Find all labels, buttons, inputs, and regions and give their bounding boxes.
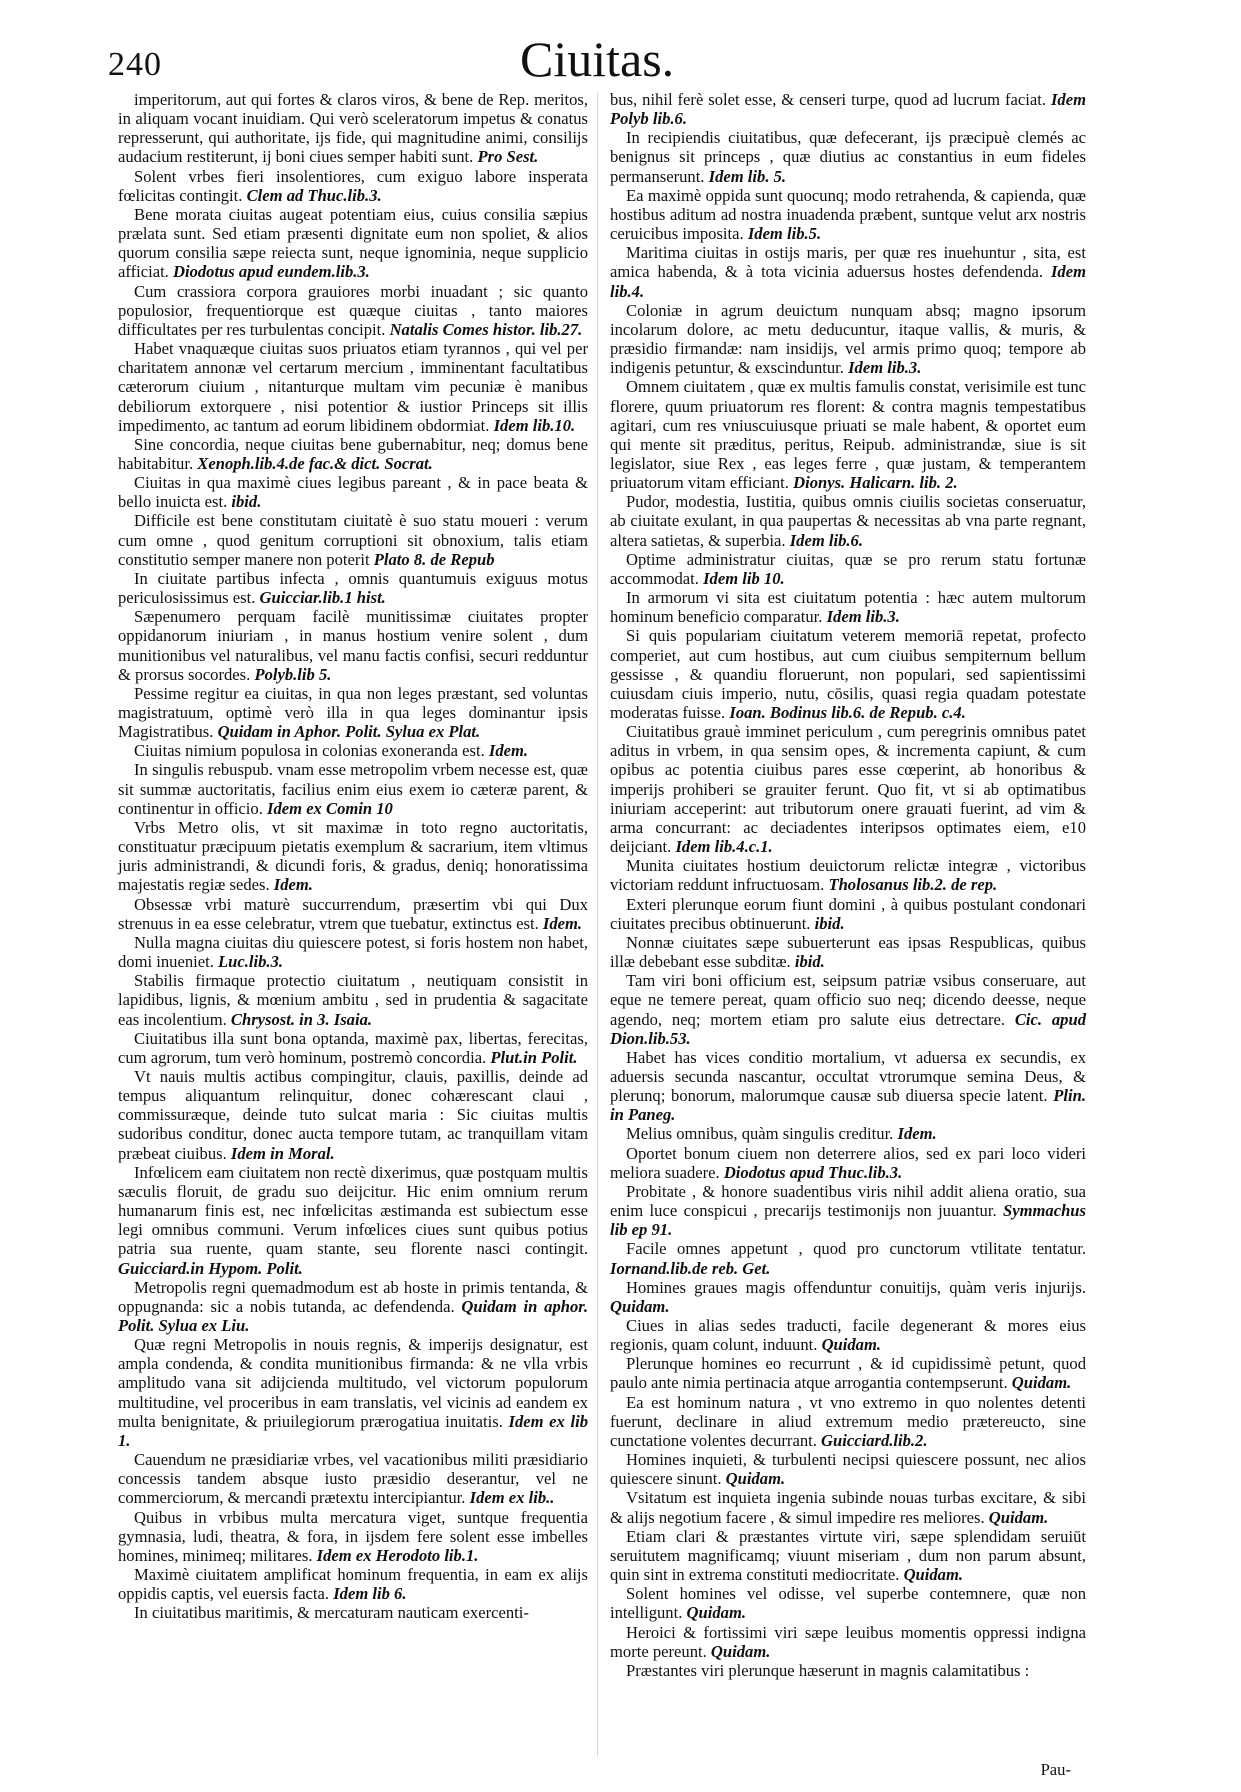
catchword: Pau- [1040,1760,1071,1779]
paragraph [118,895,588,933]
paragraph-text: Oportet bonum ciuem non deterrere alios, sed ex pari loco videri meliora suadere. [610,1143,1086,1182]
source-citation: Idem lib.6. [789,530,864,550]
left-column [118,90,588,1623]
paragraph [118,1335,588,1450]
paragraph [610,588,1086,626]
paragraph [610,492,1086,549]
source-citation: Tholosanus lib.2. de rep. [828,875,998,895]
source-citation: Idem Polyb lib.6. [610,90,1086,129]
paragraph-text: Tam viri boni officium est, seipsum patriæ vsibus conseruare, aut eque ne temere pereat, quam officio suo neq; dicendo deesse, neque agendo, neq; mortem etiam pro salute eius detrectare. [610,971,1086,1029]
paragraph [118,1450,588,1507]
source-citation: Quidam. [710,1641,771,1661]
page-number: 240 [108,46,162,83]
source-citation: Idem. [488,741,529,761]
paragraph-text: Obsessæ vrbi maturè succurrendum, præsertim vbi qui Dux strenuus in ea esse celebratur, vtrem que tuebatur, extinctus est. [118,894,588,933]
source-citation: Quidam in Aphor. Polit. Sylua ex Plat. [217,722,481,742]
source-citation: Guicciard.lib.2. [821,1430,928,1450]
source-citation: Diodotus apud Thuc.lib.3. [723,1162,903,1182]
source-citation: Plut.in Polit. [490,1047,578,1067]
paragraph-text: Ea maximè oppida sunt quocunq; modo retrahenda, & capienda, quæ hostibus aditum ad nostra inuadenda præbent, suntque velut arx nostris ceruicibus imposita. [610,185,1086,244]
paragraph [118,339,588,435]
paragraph [610,1661,1086,1680]
paragraph-text: Ciuitatibus illa sunt bona optanda, maximè pax, libertas, ferecitas, cum agrorum, tum verò hominum, postremò concordia. [118,1028,588,1067]
paragraph-text: Nulla magna ciuitas diu quiescere potest, si foris hostem non habet, domi inueniet. [118,932,588,972]
source-citation: Clem ad Thuc.lib.3. [246,185,382,205]
source-citation: Natalis Comes histor. lib.27. [389,319,583,339]
paragraph [118,282,588,339]
source-citation: Quidam. [1011,1373,1072,1393]
column-divider [597,92,598,1757]
source-citation: Idem lib.3. [848,358,922,378]
paragraph [610,301,1086,378]
paragraph-text: In singulis rebuspub. vnam esse metropolim vrbem necesse est, quæ sit summæ auctoritatis, facilius enim eius exem io cæteræ parent, & continentur in officio. [118,760,588,818]
source-citation: Quidam. [610,1296,670,1316]
paragraph [118,760,588,817]
paragraph-text: Habet has vices conditio mortalium, vt aduersa ex secundis, ex aduersis secunda nascantur, occultat vtrorumque semina Deus, & plerunq; bonorum, malorumque causæ sub diuersa specie latent. [610,1047,1086,1106]
paragraph [610,1393,1086,1450]
source-citation: Guicciard.in Hypom. Polit. [118,1258,303,1278]
paragraph-text: Coloniæ in agrum deuictum nunquam absq; magno ipsorum incolarum dolore, ac metu deducuntur, itaque vallis, & muris, & præsidio firmandæ: nam insidijs, vel armis primo quoq; tempore ab indigenis petuntur, & exscinduntur. [610,300,1086,378]
paragraph [610,626,1086,722]
paragraph-text: Etiam clari & præstantes virtute viri, sæpe splendidam seruiūt seruitutem magnificamq; viuunt miseriam , dum non parum absunt, quin sint in extrema constituti mediocritate. [610,1526,1086,1585]
paragraph-text: Ciuitatibus grauè imminet periculum , cum peregrinis omnibus patet aditus in vrbem, in qua sensim opes, & incrementa capiunt, & cum opibus ac potentia ciuibus pares esse cœperint, ab honoribus & imperijs prohiberi se grauiter ferunt. Quo fit, vt si ab optimatibus iniuriam acceperint: aut tributorum onere grauati fuerint, ad vim & arma concurrant: ac deciadentes interipsos optimates eiem, e10 deijciant. [610,722,1086,857]
paragraph [610,1488,1086,1526]
paragraph [118,684,588,741]
source-citation: Idem. [897,1124,937,1144]
paragraph [610,1278,1086,1316]
paragraph-text: Munita ciuitates hostium deuictorum relictæ integræ , victoribus victoriam reddunt infructuosam. [610,856,1086,895]
paragraph [118,205,588,282]
paragraph-text: Ea est hominum natura , vt vno extremo in quo nolentes detenti fuerunt, declinare in aliud extremum medio prætereucto, sine cunctatione volentes decurrant. [610,1392,1086,1450]
source-citation: Idem ex Herodoto lib.1. [316,1545,479,1565]
source-citation: Idem lib 6. [333,1584,407,1604]
paragraph [610,128,1086,185]
paragraph-text: Probitate , & honore suadentibus viris nihil addit aliena oratio, sua enim luce conspicui , precarijs testimonijs non juuantur. [610,1181,1086,1221]
paragraph [610,243,1086,300]
source-citation: Idem lib.4. [610,262,1086,301]
paragraph-text: Præstantes viri plerunque hæserunt in magnis calamitatibus : [626,1660,1030,1680]
paragraph-text: Infœlicem eam ciuitatem non rectè dixerimus, quæ postquam multis sæculis floruit, de gradu suo deijcitur. Hic enim omnium rerum humanarum finis est, nec infœlicitas æstimanda est subiectum esse legi omnibus communi. Verum infœlices ciues sunt quibus potius patria sua ruente, quam stante, seu florente nasci contingit. [118,1162,588,1259]
paragraph-text: Plerunque homines eo recurrunt , & id cupidissimè petunt, quod paulo ante nimia pertinacia atque arrogantia contempserunt. [610,1354,1086,1393]
source-citation: Plato 8. de Repub [373,549,495,569]
source-citation: ibid. [814,913,845,933]
source-citation: Quidam. [821,1335,882,1355]
paragraph-text: Pessime regitur ea ciuitas, in qua non leges præstant, sed voluntas magistratuum, optimè verò illa in qua leges dominantur ipsis Magistratibus. [118,683,588,742]
source-citation: Pro Sest. [477,147,539,167]
source-citation: Idem. [273,875,313,895]
paragraph-text: Cum crassiora corpora grauiores morbi inuadant ; sic quanto populosior, frequentiorque est quæque ciuitas , tanto maiores difficultates per res turbulentas concipit. [118,281,588,339]
paragraph-text: Vt nauis multis actibus compingitur, clauis, paxillis, deinde ad tempus aliquantum relinquitur, donec cohærescant claui , commissuræque, deinde tuto sulcat maria : Sic ciuitas multis sudoribus conditur, donec aucta tempore tutam, ac tranquillam vitam præbeat ciuibus. [118,1066,588,1163]
paragraph [610,1584,1086,1622]
source-citation: Quidam. [988,1507,1049,1527]
paragraph [118,167,588,205]
source-citation: Idem in Moral. [230,1143,335,1163]
paragraph-text: Solent vrbes fieri insolentiores, cum exiguo labore insperata fœlicitas contingit. [118,166,588,205]
paragraph [118,1565,588,1603]
source-citation: Quidam. [686,1603,747,1623]
paragraph [118,90,588,167]
paragraph [610,1450,1086,1488]
paragraph-text: Optime administratur ciuitas, quæ se pro rerum statu fortunæ accommodat. [610,549,1086,588]
source-citation: Idem lib.5. [747,224,822,244]
paragraph-text: Sæpenumero perquam facilè munitissimæ ciuitates propter oppidanorum iniuriam , in manus hostium venire solent , dum munitionibus vel naturalibus, vel manu factis confisi, securi redduntur & prorsus socordes. [118,607,588,684]
paragraph [610,1124,1086,1143]
paragraph-text: Cauendum ne præsidiariæ vrbes, vel vacationibus militi præsidiario concessis tandem absque iusto præsidio deserantur, vel ne commerciorum, & mercandi prætextu intercipiantur. [118,1450,588,1508]
source-citation: Quidam in aphor. Polit. Sylua ex Liu. [118,1296,588,1335]
paragraph-text: Solent homines vel odisse, vel superbe contemnere, quæ non intelligunt. [610,1584,1086,1623]
paragraph [610,895,1086,933]
paragraph-text: Metropolis regni quemadmodum est ab hoste in primis tentanda, & oppugnanda: sic a nobis tutanda, ac defendenda. [118,1277,588,1316]
source-citation: Guicciar.lib.1 hist. [259,588,386,608]
paragraph-text: Stabilis firmaque protectio ciuitatum , neutiquam consistit in lapidibus, lignis, & mœnium ambitu , sed in prudentia & sagacitate eas incolentium. [118,971,588,1029]
paragraph [118,1508,588,1565]
paragraph [610,550,1086,588]
running-head: Ciuitas. [520,31,675,87]
paragraph-text: Melius omnibus, quàm singulis creditur. [626,1124,894,1144]
paragraph-text: Bene morata ciuitas augeat potentiam eius, cuius consilia sæpius prælata sunt. Sed etiam præsenti dignitate eum non spoliet, & alios quorum consilia sæpe reiecta sunt, neque ignominia, neque supplicio afficiat. [118,204,588,282]
paragraph [118,1163,588,1278]
paragraph-text: Quæ regni Metropolis in nouis regnis, & imperijs designatur, est ampla condenda, & condita munitionibus firmanda: & ne vlla vrbis amplitudo vana sit adijcienda multitudo, vel victorum populorum multitudine, vel proceribus in eam translatis, vel vicinis ad eandem ex multa benignitate, & priuilegiorum prærogatiua inuitatis. [118,1335,588,1431]
source-citation: Idem lib.3. [826,607,900,627]
source-citation: Idem lib 10. [703,568,785,588]
paragraph [118,1067,588,1163]
paragraph-text: Sine concordia, neque ciuitas bene gubernabitur, neq; domus bene habitabitur. [118,434,588,473]
paragraph [610,1316,1086,1354]
paragraph-text: In ciuitate partibus infecta , omnis quantumuis exiguus motus periculosissimus est. [118,568,588,608]
source-citation: Idem ex lib 1. [118,1411,588,1450]
paragraph-text: Ciuitas in qua maximè ciues legibus pareant , & in pace beata & bello inuicta est. [118,473,588,512]
paragraph-text: In ciuitatibus maritimis, & mercaturam nauticam exercenti- [134,1603,529,1623]
paragraph [118,1278,588,1335]
paragraph-text: Quibus in vrbibus multa mercatura viget, suntque frequentia gymnasia, ludi, theatra, & fora, in ijsdem fere solent esse imbelles homines, minimeq; militares. [118,1507,588,1565]
paragraph [610,1239,1086,1277]
paragraph [610,377,1086,492]
paragraph [610,1182,1086,1239]
paragraph-text: Facile omnes appetunt , quod pro cunctorum vtilitate tentatur. [626,1239,1086,1259]
source-citation: Dionys. Halicarn. lib. 2. [793,473,958,493]
paragraph-text: Si quis populariam ciuitatum veterem memoriā repetat, profecto comperiet, aut cum hostibus, aut cum ciuibus sempiternum bellum gessisse , & quandiu floruerunt, non populari, sed sapientissimi cuiusdam ciuis imperio, nutu, cōsilis, quasi regia quadam potestate moderatas fuisse. [610,626,1086,722]
paragraph-text: Homines graues magis offenduntur conuitijs, quàm veris injurijs. [626,1277,1086,1297]
source-citation: Ioan. Bodinus lib.6. de Repub. c.4. [729,703,966,722]
paragraph-text: In recipiendis ciuitatibus, quæ defecerant, ijs præcipuè clemés ac benignus sit princeps , quæ diutius ac constantius in eum fideles permanserunt. [610,128,1086,186]
source-citation: Idem lib.10. [493,415,576,435]
source-citation: Symmachus lib ep 91. [610,1201,1086,1240]
source-citation: Idem lib. 5. [708,166,787,186]
paragraph-text: Nonnæ ciuitates sæpe subuerterunt eas ipsas Respublicas, quibus illæ debebant esse subditæ. [610,932,1086,972]
paragraph-text: Pudor, modestia, Iustitia, quibus omnis ciuilis societas conseruatur, ab ciuitate exulant, in qua paupertas & necessitas ab vna parte regnant, altera satietas, & superbia. [610,492,1086,550]
paragraph [118,435,588,473]
paragraph-text: Vrbs Metro olis, vt sit maximæ in toto regno auctoritatis, constituatur præcipuum pietatis exemplum & sacrarium, item vltimus juris administrandi, & dicundi foris, & gradus, deniq; honoratissima majestatis regiæ sedes. [118,817,588,895]
source-citation: Idem ex lib.. [469,1488,555,1508]
paragraph [610,856,1086,894]
paragraph [610,722,1086,856]
source-citation: Luc.lib.3. [218,952,284,972]
paragraph [610,971,1086,1048]
paragraph-text: In armorum vi sita est ciuitatum potentia : hæc autem multorum hominum beneficio comparatur. [610,588,1086,627]
source-citation: ibid. [231,492,262,512]
source-citation: ibid. [794,952,825,972]
paragraph-text: bus, nihil ferè solet esse, & censeri turpe, quod ad lucrum faciat. [610,90,1047,109]
paragraph [610,186,1086,243]
source-citation: Idem. [542,913,583,933]
paragraph-text: Omnem ciuitatem , quæ ex multis famulis constat, verisimile est tunc florere, quum priuatorum res florent: & contra magnis tempestatibus agitari, cum res vniuscuiusque priuati se male habent, & oportet eum qui mente sit præditus, peritus, Reipub. administrandæ, siue is sit legislator, siue Rex , eas leges ferre , quæ justam, & temperantem priuatorum vitam efficiant. [610,377,1086,493]
paragraph [118,741,588,760]
paragraph [610,1623,1086,1661]
source-citation: Chrysost. in 3. Isaia. [230,1009,373,1029]
source-citation: Plin. in Paneg. [610,1086,1086,1125]
right-column [610,90,1086,1680]
paragraph [118,1603,588,1622]
paragraph [610,1144,1086,1182]
paragraph [118,607,588,684]
paragraph-text: Ciues in alias sedes traducti, facile degenerant & mores eius regionis, quam colunt, induunt. [610,1316,1086,1355]
paragraph [118,818,588,895]
paragraph [118,473,588,511]
paragraph [610,90,1086,128]
paragraph [118,569,588,607]
paragraph [610,1048,1086,1125]
source-citation: Quidam. [725,1469,786,1489]
source-citation: Diodotus apud eundem.lib.3. [172,262,370,282]
paragraph-text: Homines inquieti, & turbulenti necipsi quiescere possunt, nec alios quiescere sinunt. [610,1450,1086,1489]
paragraph-text: Ciuitas nimium populosa in colonias exoneranda est. [134,741,485,761]
paragraph [118,1029,588,1067]
paragraph-text: Habet vnaquæque ciuitas suos priuatos etiam tyrannos , qui vel per charitatem annonæ vel certarum mercium , imminentant facultatibus cæterorum ciuium , nitanturque multam vim pecuniæ è manibus debiliorum extorquere , nisi potentior & iustior Princeps sit illis impedimento, ac tantum ad eorum libidinem obdormiat. [118,339,588,435]
paragraph-text: Heroici & fortissimi viri sæpe leuibus momentis oppressi indigna morte pereunt. [610,1622,1086,1661]
source-citation: Xenoph.lib.4.de fac.& dict. Socrat. [197,453,433,473]
source-citation: Idem ex Comin 10 [267,798,393,818]
source-citation: Cic. apud Dion.lib.53. [610,1009,1086,1048]
paragraph [610,1354,1086,1392]
source-citation: Polyb.lib 5. [254,664,332,684]
source-citation: Idem lib.4.c.1. [675,837,773,857]
paragraph [118,971,588,1028]
paragraph-text: Vsitatum est inquieta ingenia subinde nouas turbas excitare, & sibi & alijs negotium facere , & simul impedire res meliores. [610,1488,1086,1527]
paragraph-text: imperitorum, aut qui fortes & claros viros, & bene de Rep. meritos, in aliquam vocant inuidiam. Qui verò sceleratorum impetus & conatus represserunt, qui authoritate, ijs fide, qui magnitudine animi, consilijs audacium restiterunt, ij boni ciues semper habiti sunt. [118,90,588,167]
paragraph [118,511,588,568]
paragraph [610,933,1086,971]
source-citation: Iornand.lib.de reb. Get. [610,1258,771,1278]
paragraph [610,1527,1086,1584]
paragraph [118,933,588,971]
paragraph-text: Difficile est bene constitutam ciuitatè è suo statu moueri : verum cum omne , quod genitum corruptioni sit obnoxium, talis etiam constitutio semper manere non poterit [118,511,588,569]
paragraph-text: Exteri plerunque eorum fiunt domini , à quibus postulant condonari ciuitates precibus obtinuerunt. [610,894,1086,933]
paragraph-text: Maximè ciuitatem amplificat hominum frequentia, in eam ex alijs oppidis captis, vel euersis facta. [118,1565,588,1604]
source-citation: Quidam. [903,1565,964,1585]
paragraph-text: Maritima ciuitas in ostijs maris, per quæ res inuehuntur , sita, est amica habenda, & à tota vicinia aduersus hostes defendenda. [610,243,1086,282]
